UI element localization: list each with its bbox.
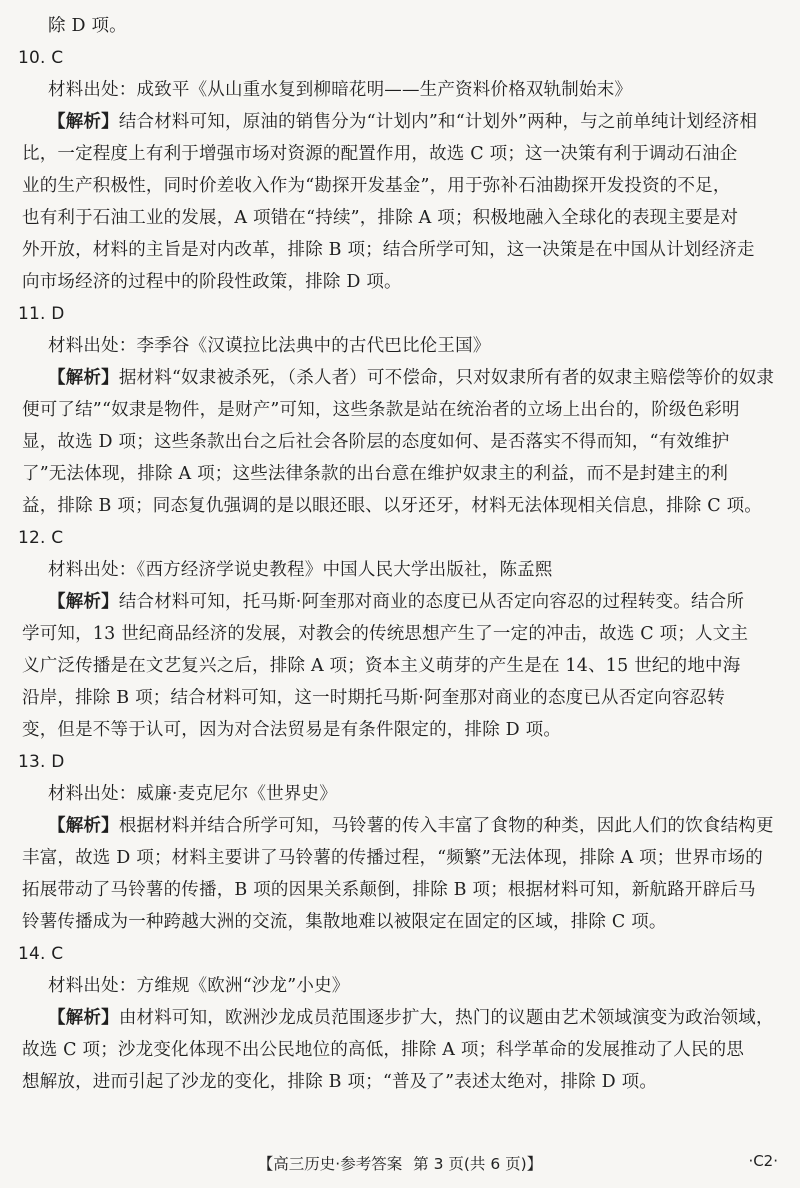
analysis-line <box>22 682 778 714</box>
analysis-line <box>22 202 778 234</box>
analysis-text: 显，故选 D 项；这些条款出台之后社会各阶层的态度如何、是否落实不得而知，“有效维护 <box>22 432 730 452</box>
analysis-text: 学可知，13 世纪商品经济的发展，对教会的传统思想产生了一定的冲击，故选 C 项；人文主 <box>22 624 749 644</box>
analysis-text: 比，一定程度上有利于增强市场对资源的配置作用，故选 C 项；这一决策有利于调动石油企 <box>22 144 738 164</box>
analysis-line <box>22 874 778 906</box>
analysis-text: 沿岸，排除 B 项；结合材料可知，这一时期托马斯·阿奎那对商业的态度已从否定向容忍转 <box>22 688 725 708</box>
analysis-text: 想解放，进而引起了沙龙的变化，排除 B 项；“普及了”表述太绝对，排除 D 项。 <box>22 1072 658 1092</box>
analysis-text: 由材料可知，欧洲沙龙成员范围逐步扩大，热门的议题由艺术领域演变为政治领域， <box>118 1008 774 1028</box>
analysis-text: 向市场经济的过程中的阶段性政策，排除 D 项。 <box>22 272 402 292</box>
analysis-line <box>22 394 778 426</box>
analysis-text: 根据材料并结合所学可知，马铃薯的传入丰富了食物的种类，因此人们的饮食结构更 <box>118 816 774 836</box>
material-source: 材料出处：威廉·麦克尼尔《世界史》 <box>48 784 337 804</box>
analysis-text: 拓展带动了马铃薯的传播，B 项的因果关系颠倒，排除 B 项；根据材料可知，新航路开辟后马 <box>22 880 756 900</box>
analysis-text: 丰富，故选 D 项；材料主要讲了马铃薯的传播过程，“频繁”无法体现，排除 A 项；世界市场的 <box>22 848 764 868</box>
question-block <box>18 298 778 522</box>
analysis-line <box>22 810 778 842</box>
analysis-line <box>22 650 778 682</box>
question-number: 13. D <box>18 752 65 772</box>
material-source: 材料出处：《西方经济学说史教程》中国人民大学出版社，陈孟熙 <box>48 560 553 580</box>
analysis-text: 益，排除 B 项；同态复仇强调的是以眼还眼、以牙还牙，材料无法体现相关信息，排除 C 项。 <box>22 496 762 516</box>
question-number: 11. D <box>18 304 65 324</box>
analysis-line <box>22 1002 778 1034</box>
material-source: 材料出处：方维规《欧洲“沙龙”小史》 <box>48 976 350 996</box>
analysis-line <box>22 266 778 298</box>
page-footer <box>0 1152 800 1174</box>
analysis-line <box>22 714 778 746</box>
analysis-line <box>22 458 778 490</box>
analysis-text: 外开放，材料的主旨是对内改革，排除 B 项；结合所学可知，这一决策是在中国从计划经济走 <box>22 240 755 260</box>
analysis-line <box>22 138 778 170</box>
analysis-text: 也有利于石油工业的发展，A 项错在“持续”，排除 A 项；积极地融入全球化的表现主要是对 <box>22 208 739 228</box>
analysis-text: 便可了结”“奴隶是物件，是财产”可知，这些条款是站在统治者的立场上出台的，阶级色彩明 <box>22 400 740 420</box>
analysis-line <box>22 1034 778 1066</box>
analysis-text: 据材料“奴隶被杀死，（杀人者）可不偿命，只对奴隶所有者的奴隶主赔偿等价的奴隶 <box>118 368 775 388</box>
analysis-text: 结合材料可知，托马斯·阿奎那对商业的态度已从否定向容忍的过程转变。结合所 <box>118 592 745 612</box>
analysis-text: 了”无法体现，排除 A 项；这些法律条款的出台意在维护奴隶主的利益，而不是封建主的利 <box>22 464 729 484</box>
question-number: 12. C <box>18 528 64 548</box>
question-block <box>18 42 778 298</box>
analysis-line <box>22 426 778 458</box>
question-number: 10. C <box>18 48 64 68</box>
question-block <box>18 938 778 1098</box>
analysis-line <box>22 586 778 618</box>
footer-page-number: 第 3 页(共 6 页)】 <box>413 1155 543 1173</box>
question-block <box>18 522 778 746</box>
analysis-line <box>22 234 778 266</box>
analysis-line <box>22 1066 778 1098</box>
analysis-tag: 【解析】 <box>48 1008 119 1028</box>
continuation-line: 除 D 项。 <box>48 16 127 36</box>
footer-code: ·C2· <box>748 1152 778 1170</box>
analysis-line <box>22 170 778 202</box>
analysis-line <box>22 490 778 522</box>
analysis-line <box>22 618 778 650</box>
analysis-text: 铃薯传播成为一种跨越大洲的交流，集散地难以被限定在固定的区域，排除 C 项。 <box>22 912 667 932</box>
question-number: 14. C <box>18 944 64 964</box>
footer-title: 【高三历史·参考答案 <box>257 1155 403 1173</box>
material-source: 材料出处：李季谷《汉谟拉比法典中的古代巴比伦王国》 <box>48 336 491 356</box>
analysis-text: 义广泛传播是在文艺复兴之后，排除 A 项；资本主义萌芽的产生是在 14、15 世纪的地中海 <box>22 656 741 676</box>
analysis-tag: 【解析】 <box>48 816 119 836</box>
material-source: 材料出处：成致平《从山重水复到柳暗花明——生产资料价格双轨制始末》 <box>48 80 633 100</box>
question-list <box>18 42 778 1098</box>
analysis-tag: 【解析】 <box>48 592 119 612</box>
analysis-text: 故选 C 项；沙龙变化体现不出公民地位的高低，排除 A 项；科学革命的发展推动了人民的思 <box>22 1040 745 1060</box>
analysis-line <box>22 362 778 394</box>
analysis-tag: 【解析】 <box>48 368 119 388</box>
analysis-line <box>22 842 778 874</box>
analysis-text: 结合材料可知，原油的销售分为“计划内”和“计划外”两种，与之前单纯计划经济相 <box>118 112 758 132</box>
question-block <box>18 746 778 938</box>
analysis-text: 变，但是不等于认可，因为对合法贸易是有条件限定的，排除 D 项。 <box>22 720 562 740</box>
analysis-text: 业的生产积极性，同时价差收入作为“勘探开发基金”，用于弥补石油勘探开发投资的不足， <box>22 176 731 196</box>
analysis-tag: 【解析】 <box>48 112 119 132</box>
analysis-line <box>22 906 778 938</box>
analysis-line <box>22 106 778 138</box>
